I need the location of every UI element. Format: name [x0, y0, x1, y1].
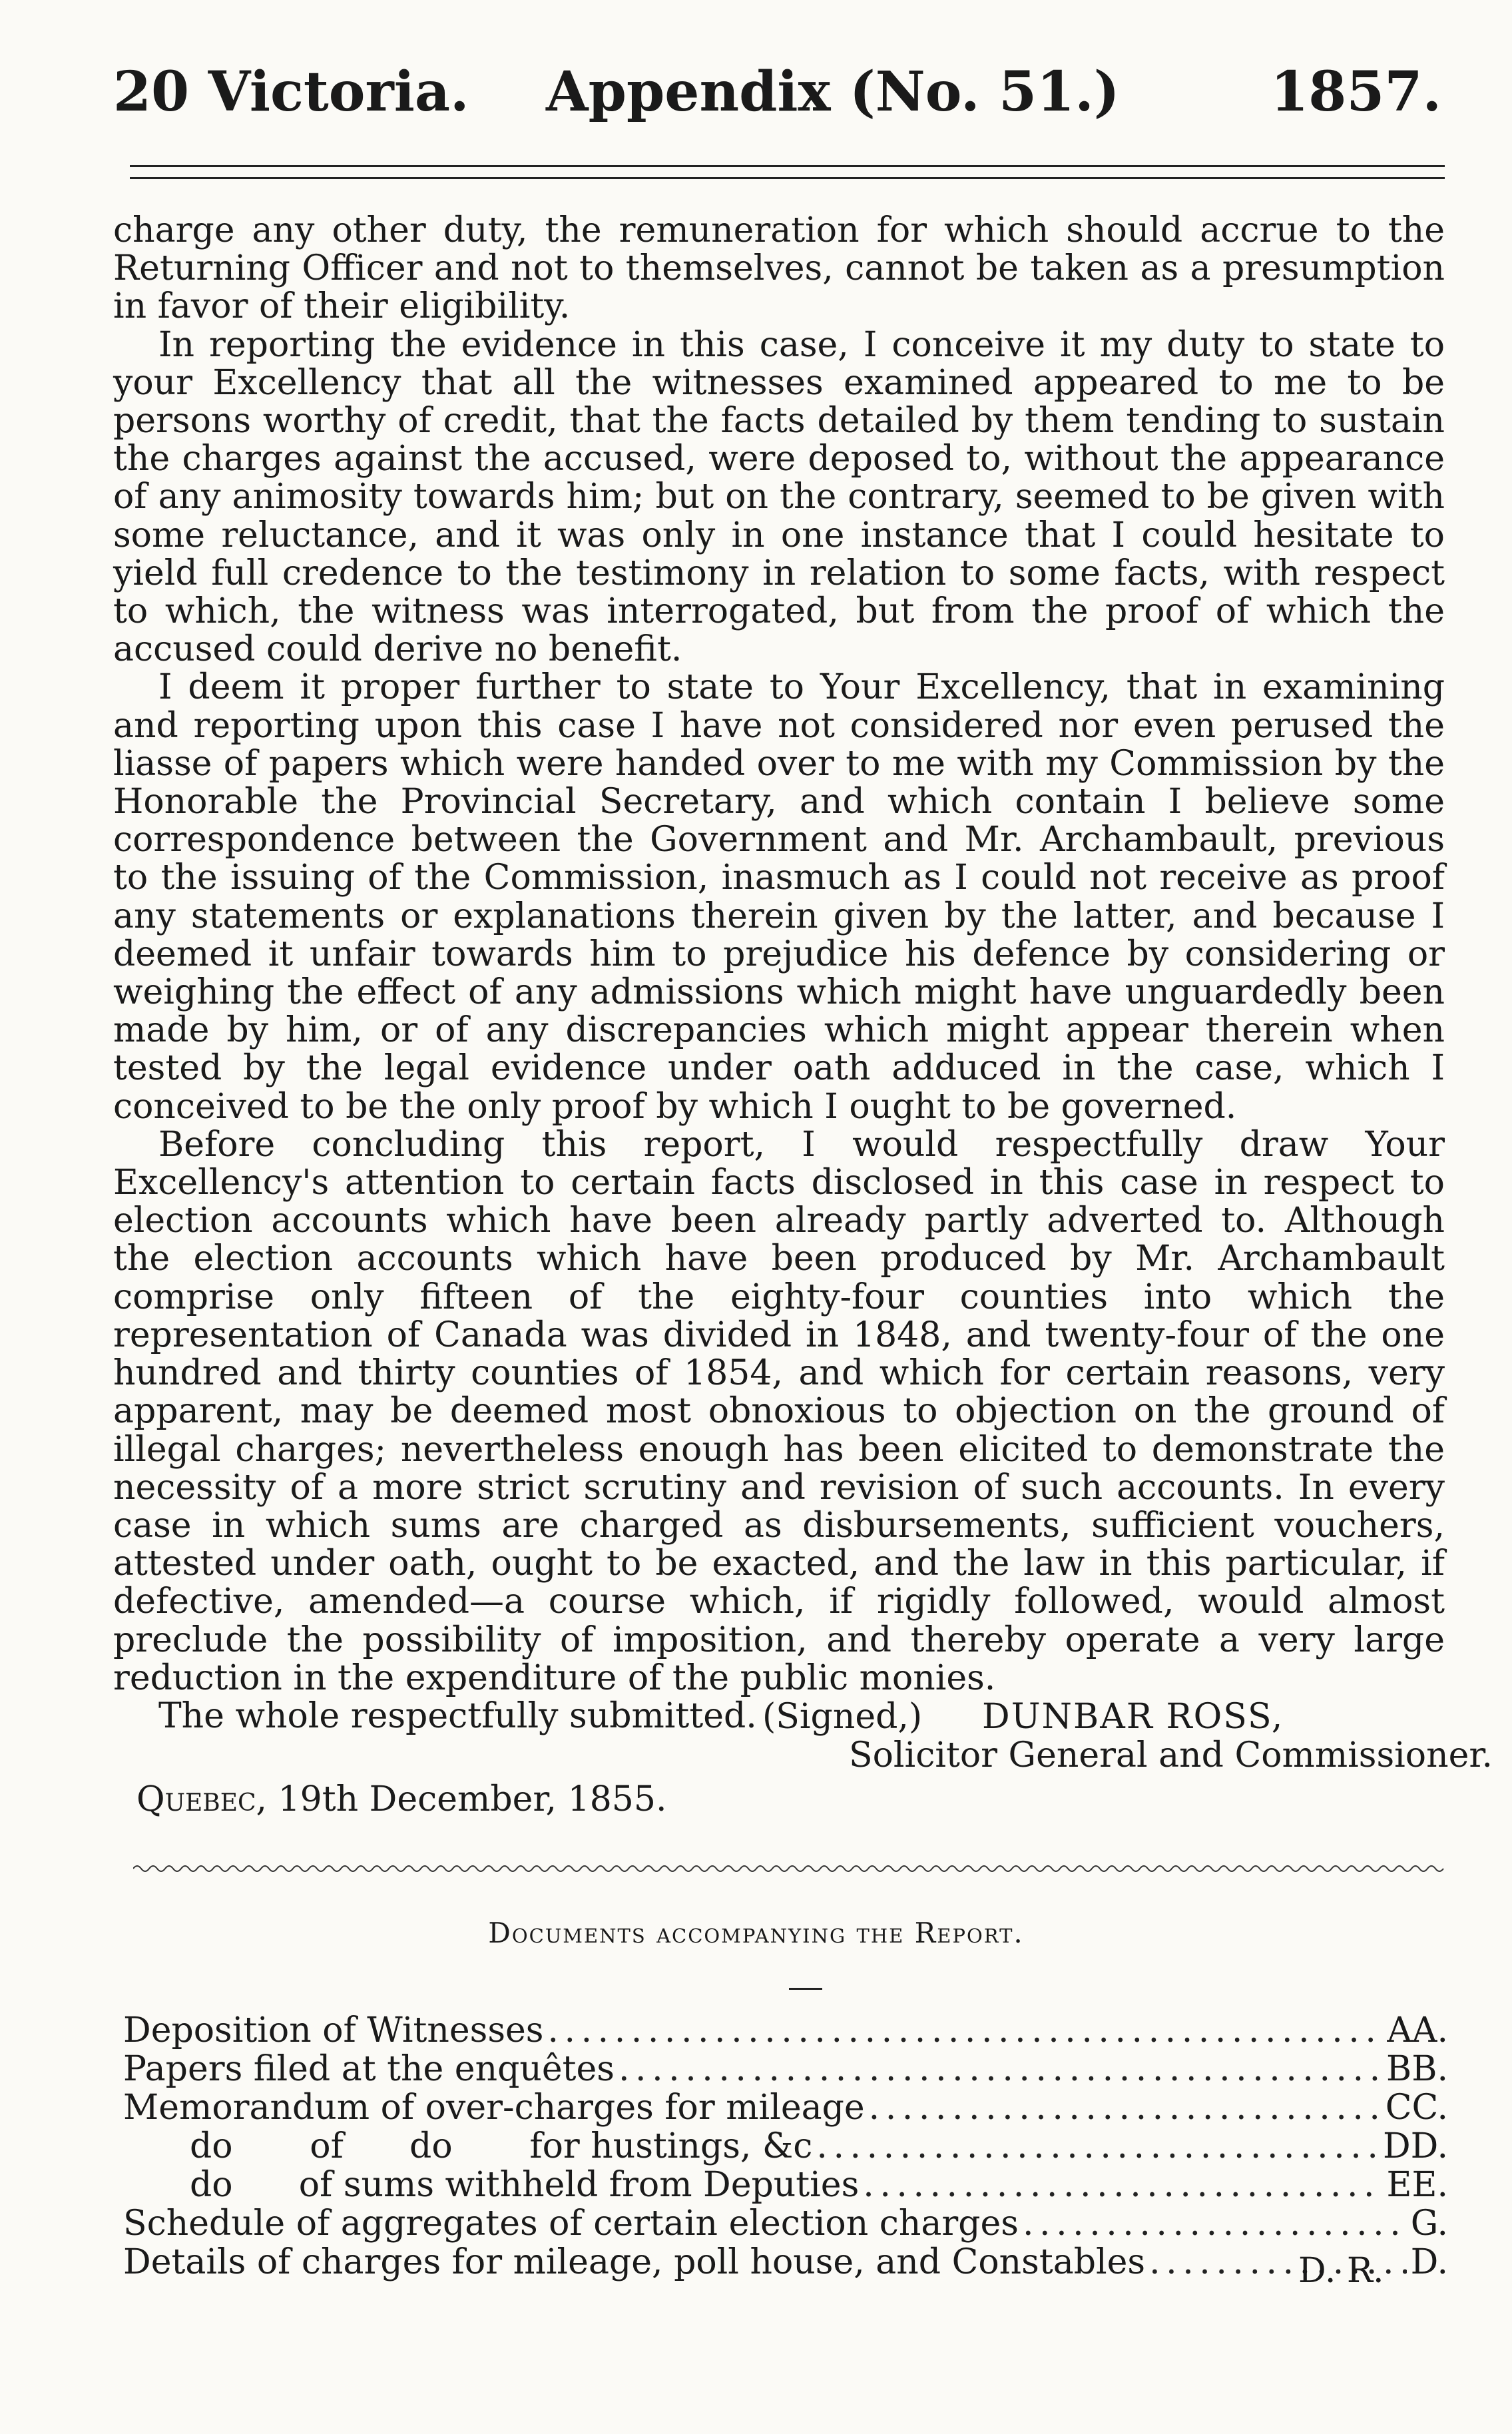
header-rule-bottom: [130, 177, 1445, 179]
document-label: Papers filed at the enquêtes: [123, 2049, 615, 2089]
document-code: D.: [1410, 2242, 1448, 2282]
dot-leader: [547, 2011, 1383, 2050]
dateline: [136, 1779, 666, 1819]
catchword: D. R.: [1298, 2251, 1384, 2291]
short-rule: [789, 1988, 822, 1990]
header-rule-top: [130, 165, 1445, 167]
dot-leader: [1023, 2204, 1407, 2243]
header-year: 1857.: [1270, 60, 1441, 124]
document-label: do of sums withheld from Deputies: [190, 2165, 860, 2205]
paragraph-election-accounts: Before concluding this report, I would respectfully draw Your Excellency's attention to certain facts disclosed in this case in respect to election accounts which have been already partly adverted to. Although the election accounts which have been produced by Mr. Archambault comprise only fifteen of the eighty-four counties into which the representation of Canada was divided in 1848, and twenty-four of the one hundred and thirty counties of 1854, and which for certain reasons, very apparent, may be deemed most obnoxious to objection on the ground of illegal charges; nevertheless enough has been elicited to demonstrate the necessity of a more strict scrutiny and revision of such accounts. In every case in which sums are charged as disbursements, sufficient vouchers, attested under oath, ought to be exacted, and the law in this particular, if defective, amended—a course which, if rigidly followed, would almost preclude the possibility of imposition, and thereby operate a very large reduction in the expenditure of the public monies.: [113, 1124, 1445, 1698]
document-code: CC.: [1385, 2088, 1448, 2128]
signatory-title: Solicitor General and Commissioner.: [849, 1735, 1493, 1775]
documents-list: [123, 2011, 1448, 2282]
document-code: AA.: [1387, 2010, 1448, 2050]
list-item: [123, 2204, 1448, 2243]
report-body: [113, 212, 1445, 1735]
paragraph-evidence: In reporting the evidence in this case, I conceive it my duty to state to your Excellency that all the witnesses examined appeared to me to be persons worthy of credit, that the facts detailed by them tending to sustain the charges against the accused, were deposed to, without the appearance of any animosity towards him; but on the contrary, seemed to be given with some reluctance, and it was only in one instance that I could hesitate to yield full credence to the testimony in relation to some facts, with respect to which, the witness was interrogated, but from the proof of which the accused could derive no benefit.: [113, 324, 1445, 670]
document-label: Memorandum of over-charges for mileage: [123, 2088, 865, 2128]
dot-leader: [619, 2050, 1382, 2088]
document-label: Schedule of aggregates of certain election charges: [123, 2204, 1019, 2244]
running-header: [113, 60, 1441, 140]
wavy-divider: [133, 1862, 1445, 1875]
date-place: Quebec,: [136, 1779, 268, 1819]
document-label: Deposition of Witnesses: [123, 2010, 544, 2050]
list-item: [123, 2050, 1448, 2088]
document-label: do of do for hustings, &c: [190, 2126, 813, 2166]
document-label: Details of charges for mileage, poll house, and Constables: [123, 2242, 1146, 2282]
paragraph-closing: The whole respectfully submitted.: [158, 1695, 757, 1736]
paragraph-continuation: charge any other duty, the remuneration for which should accrue to the Returning Officer and not to themselves, cannot be taken as a presumption in favor of their eligibility.: [113, 210, 1445, 327]
document-code: DD.: [1382, 2126, 1448, 2166]
document-code: G.: [1410, 2204, 1448, 2244]
date-value: 19th December, 1855.: [278, 1779, 667, 1819]
dot-leader: [816, 2127, 1379, 2166]
signatory-name: DUNBAR ROSS,: [982, 1697, 1284, 1737]
list-item: [123, 2088, 1448, 2127]
list-item: [123, 2243, 1448, 2282]
list-item: [123, 2166, 1448, 2204]
document-code: EE.: [1386, 2165, 1448, 2205]
document-code: BB.: [1386, 2049, 1448, 2089]
list-item: [123, 2127, 1448, 2166]
list-item: [123, 2011, 1448, 2050]
signed-marker: (Signed,): [762, 1697, 923, 1737]
header-session: 20 Victoria.: [113, 60, 469, 124]
header-appendix: Appendix (No. 51.): [546, 60, 1120, 124]
paragraph-liasse: I deem it proper further to state to Your Excellency, that in examining and reporting upon this case I have not considered nor even perused the liasse of papers which were handed over to me with my Commission by the Honorable the Provincial Secretary, and which contain I believe some correspondence between the Government and Mr. Archambault, previous to the issuing of the Commission, inasmuch as I could not receive as proof any statements or explanations therein given by the latter, and because I deemed it unfair towards him to prejudice his defence by considering or weighing the effect of any admissions which might have unguardedly been made by him, or of any discrepancies which might appear therein when tested by the legal evidence under oath adduced in the case, which I conceived to be the only proof by which I ought to be governed.: [113, 667, 1445, 1127]
dot-leader: [863, 2166, 1382, 2204]
documents-heading: Documents accompanying the Report.: [488, 1917, 1024, 1949]
dot-leader: [869, 2088, 1382, 2127]
